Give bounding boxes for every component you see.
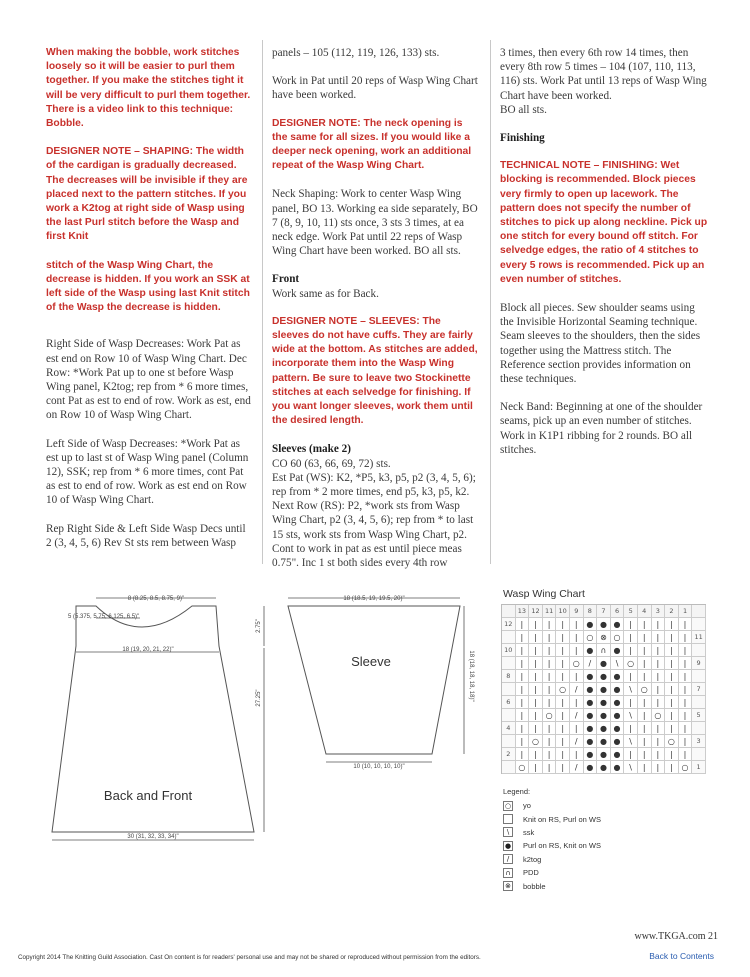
chart-column-number: 1 — [679, 605, 693, 618]
column-divider — [262, 40, 263, 564]
chart-row-number — [502, 631, 516, 644]
chart-row-number: 8 — [502, 670, 516, 683]
chart-cell: | — [638, 618, 652, 631]
legend-item — [503, 839, 601, 852]
chart-row-number: 10 — [502, 644, 516, 657]
shaping-note-cont: stitch of the Wasp Wing Chart, the decrease is hidden. If you work an SSK at left side of the Wasp using last Knit stitch of the Wasp the decrease is hidden. — [46, 259, 250, 314]
chart-cell: | — [624, 644, 638, 657]
legend-label: Purl on RS, Knit on WS — [523, 841, 601, 851]
chart-cell: | — [665, 683, 679, 696]
chart-cell: ○ — [652, 709, 666, 722]
chart-cell: ● — [611, 722, 625, 735]
chart-cell: | — [679, 644, 693, 657]
chart-cell: | — [624, 696, 638, 709]
chart-cell: | — [543, 748, 557, 761]
chart-cell: ● — [597, 709, 611, 722]
work-in-pattern: Work in Pat until 20 reps of Wasp Wing Chart have been worked. — [272, 75, 478, 102]
chart-cell: | — [556, 709, 570, 722]
chart-cell: | — [638, 696, 652, 709]
chart-cell: | — [516, 644, 530, 657]
chart-cell: | — [556, 631, 570, 644]
chart-cell: | — [529, 631, 543, 644]
chart-cell: | — [570, 748, 584, 761]
legend-symbol-icon: ○ — [504, 801, 512, 810]
chart-cell: ● — [584, 618, 598, 631]
neck-shaping: Neck Shaping: Work to center Wasp Wing panel, BO 13. Working ea side separately, BO 7 (8, 9, 10, 11) sts once, 3 sts 3 times, at ea neck edge. Work Pat until 22 reps of Wasp Wing Chart have been worked. BO all sts. — [272, 188, 478, 258]
chart-column-number: 8 — [584, 605, 598, 618]
shaping-note: DESIGNER NOTE – SHAPING: The width of the cardigan is gradually decreased. The decreases will be invisible if they are placed next to the pattern stitches. If you work a K2tog at right side of Wasp using the last Purl stitch before the Wasp and first Knit — [46, 146, 248, 243]
chart-cell: | — [516, 631, 530, 644]
chart-cell: ● — [611, 748, 625, 761]
chart-cell: ● — [611, 761, 625, 774]
chart-cell: ● — [611, 670, 625, 683]
chart-cell: ○ — [665, 735, 679, 748]
chart-cell: ● — [584, 735, 598, 748]
chart-cell: | — [679, 683, 693, 696]
chart-cell: ○ — [584, 631, 598, 644]
chart-cell: | — [570, 722, 584, 735]
chart-cell: | — [529, 696, 543, 709]
chart-row-number — [692, 696, 706, 709]
body-label: Back and Front — [103, 788, 193, 803]
legend-item — [503, 866, 601, 879]
chart-row-number — [502, 761, 516, 774]
chart-row-number — [692, 748, 706, 761]
chart-cell: | — [652, 722, 666, 735]
page-url-number: www.TKGA.com 21 — [634, 931, 718, 942]
chart-row-number: 2 — [502, 748, 516, 761]
body-neck-width — [68, 614, 139, 620]
bobble-note: When making the bobble, work stitches loosely so it will be easier to purl them together. If you make the stitches tight it will be very difficult to purl them together. There is a video link to this technique: Bobble. — [46, 47, 251, 130]
chart-cell: / — [570, 709, 584, 722]
chart-cell: ● — [597, 657, 611, 670]
chart-legend — [503, 799, 601, 893]
chart-cell: | — [665, 709, 679, 722]
chart-cell: \ — [624, 761, 638, 774]
chart-cell: | — [638, 670, 652, 683]
sleeve-bottom-width: 10 (10, 10, 10, 10)" — [353, 764, 405, 770]
legend-label: bobble — [523, 881, 546, 891]
chart-cell: | — [638, 644, 652, 657]
chart-row-number — [692, 644, 706, 657]
bind-off: BO all sts. — [500, 103, 547, 116]
chart-cell: | — [665, 657, 679, 670]
legend-item — [503, 853, 601, 866]
sleeve-top-width: 18 (18.5, 19, 19.5, 20)" — [343, 596, 405, 602]
body-side-long: 27.25" — [256, 689, 262, 707]
chart-cell: \ — [624, 709, 638, 722]
sleeve-label: Sleeve — [351, 654, 391, 669]
chart-cell: | — [652, 644, 666, 657]
chart-cell: | — [638, 748, 652, 761]
chart-column-number: 6 — [611, 605, 625, 618]
chart-cell: | — [543, 761, 557, 774]
chart-cell: | — [529, 761, 543, 774]
chart-cell: | — [652, 761, 666, 774]
chart-cell: | — [652, 631, 666, 644]
chart-cell: | — [652, 670, 666, 683]
chart-cell: | — [679, 696, 693, 709]
chart-cell: ● — [597, 722, 611, 735]
chart-cell: | — [556, 644, 570, 657]
chart-cell: ● — [611, 644, 625, 657]
chart-cell: ● — [584, 748, 598, 761]
legend-label: PDD — [523, 868, 539, 878]
sleeves-note: DESIGNER NOTE – SLEEVES: The sleeves do not have cuffs. They are fairly wide at the bottom. As stitches are added, incorporate them into the Wasp Wing pattern. Be sure to leave two Stockinette stitches at each selvedge for finishing. If you want longer sleeves, work them until the desired length. — [272, 315, 478, 427]
legend-symbol-icon — [503, 814, 513, 824]
chart-cell: | — [679, 748, 693, 761]
chart-cell: | — [543, 670, 557, 683]
chart-cell: ● — [584, 709, 598, 722]
chart-cell: | — [543, 657, 557, 670]
legend-item — [503, 826, 601, 839]
chart-cell: | — [556, 722, 570, 735]
chart-row-number — [502, 657, 516, 670]
chart-cell: | — [665, 722, 679, 735]
chart-cell: | — [679, 722, 693, 735]
chart-cell: ● — [611, 618, 625, 631]
chart-cell: | — [556, 735, 570, 748]
chart-cell: | — [652, 618, 666, 631]
chart-cell: | — [529, 670, 543, 683]
chart-cell: \ — [611, 657, 625, 670]
chart-column-number: 4 — [638, 605, 652, 618]
chart-cell: | — [679, 657, 693, 670]
chart-cell: | — [543, 631, 557, 644]
chart-cell: | — [679, 709, 693, 722]
chart-cell: | — [624, 748, 638, 761]
chart-row-number — [692, 670, 706, 683]
chart-cell: | — [570, 644, 584, 657]
chart-cell: | — [665, 696, 679, 709]
chart-cell: ● — [584, 696, 598, 709]
chart-cell: | — [624, 722, 638, 735]
chart-cell: | — [529, 709, 543, 722]
legend-title: Legend: — [503, 787, 531, 796]
sleeves-est-pat: Est Pat (WS): K2, *P5, k3, p5, p2 (3, 4, 5, 6); rep from * 2 more times, end p5, k3, p5, k2. — [272, 471, 476, 499]
chart-column-number: 9 — [570, 605, 584, 618]
chart-cell: ● — [597, 618, 611, 631]
chart-cell: ● — [597, 761, 611, 774]
chart-cell: | — [679, 670, 693, 683]
chart-column-number: 7 — [597, 605, 611, 618]
chart-row-number — [692, 618, 706, 631]
right-side-decreases: Right Side of Wasp Decreases: Work Pat as est end on Row 10 of Wasp Wing Chart. Dec Row: *Work Pat up to one st before Wasp Wing panel, K2tog; rep from * 6 more times, cont Pat as est to end of row. Work as est, end on Row 10 of Wasp Wing Chart. — [46, 338, 251, 422]
chart-row-number — [692, 722, 706, 735]
chart-cell: | — [516, 748, 530, 761]
back-front-schematic — [44, 588, 279, 850]
chart-cell: | — [556, 761, 570, 774]
chart-column-number: 11 — [543, 605, 557, 618]
legend-label: ssk — [523, 827, 535, 837]
chart-cell: | — [556, 696, 570, 709]
chart-cell: | — [665, 670, 679, 683]
chart-cell: | — [529, 644, 543, 657]
chart-row-number: 4 — [502, 722, 516, 735]
copyright-notice: Copyright 2014 The Knitting Guild Association. Cast On content is for readers' personal use and may not be shared or reproduced without permission from the editors. — [18, 954, 481, 961]
front-text: Work same as for Back. — [272, 287, 379, 300]
chart-cell: \ — [624, 683, 638, 696]
wasp-wing-chart — [501, 604, 706, 774]
chart-cell: | — [516, 735, 530, 748]
chart-cell: ● — [597, 696, 611, 709]
finishing-note: TECHNICAL NOTE – FINISHING: Wet blocking is recommended. Block pieces very firmly to open up lacework. The pattern does not specify the number of stitches to pick up along neckline. Pick up one stitch for every bound off stitch. For selvedge edges, the ratio of 4 stitches to every 5 rows is recommended. Pick up an even number of stitches. — [500, 160, 708, 285]
legend-label: Knit on RS, Purl on WS — [523, 814, 601, 824]
chart-cell: | — [638, 722, 652, 735]
chart-cell: ○ — [611, 631, 625, 644]
chart-cell: | — [665, 748, 679, 761]
chart-cell: ∩ — [597, 644, 611, 657]
chart-cell: ○ — [529, 735, 543, 748]
sleeves-heading: Sleeves (make 2) — [272, 443, 351, 456]
chart-cell: ● — [611, 735, 625, 748]
chart-cell: | — [665, 761, 679, 774]
chart-cell: | — [570, 670, 584, 683]
chart-cell: | — [556, 657, 570, 670]
sleeve-increases: 3 times, then every 6th row 14 times, then every 8th row 5 times – 104 (107, 110, 113, 116) sts. Work Pat until 13 reps of Wasp Wing Chart have been worked. — [500, 47, 707, 102]
chart-cell: | — [652, 657, 666, 670]
neck-note: DESIGNER NOTE: The neck opening is the same for all sizes. If you would like a deeper neck opening, work an additional repeat of the Wasp Wing Chart. — [272, 117, 472, 172]
chart-cell: | — [638, 657, 652, 670]
chart-cell: ● — [584, 683, 598, 696]
chart-cell: | — [679, 618, 693, 631]
chart-cell: | — [543, 722, 557, 735]
chart-cell: ○ — [556, 683, 570, 696]
chart-cell: | — [652, 683, 666, 696]
chart-cell: ● — [611, 709, 625, 722]
chart-cell: ● — [584, 761, 598, 774]
front-heading: Front — [272, 273, 300, 286]
sleeve-side-length: 18 (18, 18, 18, 18)" — [468, 650, 474, 702]
chart-column-number: 10 — [556, 605, 570, 618]
chart-cell: | — [679, 735, 693, 748]
chart-row-number: 1 — [692, 761, 706, 774]
chart-cell: ○ — [638, 683, 652, 696]
body-bottom-width: 30 (31, 32, 33, 34)" — [127, 834, 179, 840]
chart-cell: ⊗ — [597, 631, 611, 644]
chart-cell: | — [638, 709, 652, 722]
chart-cell: ○ — [679, 761, 693, 774]
chart-cell: | — [556, 748, 570, 761]
chart-cell: ● — [597, 735, 611, 748]
chart-cell: | — [516, 670, 530, 683]
chart-cell: | — [543, 696, 557, 709]
chart-cell: ● — [611, 683, 625, 696]
blocking-text: Block all pieces. Sew shoulder seams using the Invisible Horizontal Seaming technique. Seam sleeves to the shoulders, then the sides together using the Mattress stitch. The Reference section provides information on these techniques. — [500, 302, 701, 386]
chart-cell: | — [529, 683, 543, 696]
chart-column-number: 2 — [665, 605, 679, 618]
legend-label: yo — [523, 801, 531, 811]
chart-row-number — [502, 709, 516, 722]
chart-cell: / — [584, 657, 598, 670]
chart-cell: | — [516, 709, 530, 722]
finishing-heading: Finishing — [500, 132, 545, 145]
chart-cell: ● — [597, 670, 611, 683]
chart-cell: | — [570, 618, 584, 631]
chart-row-number — [502, 735, 516, 748]
chart-row-number: 9 — [692, 657, 706, 670]
panel-count: panels – 105 (112, 119, 126, 133) sts. — [272, 47, 440, 59]
legend-item — [503, 879, 601, 892]
chart-row-number: 3 — [692, 735, 706, 748]
legend-item — [503, 812, 601, 825]
chart-cell: | — [516, 657, 530, 670]
chart-column-number: 13 — [516, 605, 530, 618]
chart-cell: | — [570, 631, 584, 644]
neck-band-text: Neck Band: Beginning at one of the shoulder seams, pick up an even number of stitches. Work in K1P1 ribbing for 2 rounds. BO all stitches. — [500, 401, 703, 456]
chart-cell: | — [624, 670, 638, 683]
chart-cell: | — [556, 670, 570, 683]
chart-cell: ● — [597, 748, 611, 761]
chart-cell: | — [516, 696, 530, 709]
chart-row-number: 6 — [502, 696, 516, 709]
chart-cell: | — [516, 618, 530, 631]
chart-cell: | — [543, 735, 557, 748]
chart-row-number: 11 — [692, 631, 706, 644]
chart-cell: | — [516, 722, 530, 735]
chart-cell: | — [624, 631, 638, 644]
chart-cell: ● — [584, 670, 598, 683]
legend-symbol-icon: / — [503, 854, 513, 864]
chart-cell: | — [543, 683, 557, 696]
chart-cell: | — [529, 657, 543, 670]
chart-cell: | — [679, 631, 693, 644]
neck-label: 5 (5.375, 5.75, 6.125, 6.5)" — [68, 614, 140, 620]
chart-cell: | — [529, 748, 543, 761]
chart-cell: | — [665, 631, 679, 644]
chart-cell: | — [652, 735, 666, 748]
chart-cell: / — [570, 683, 584, 696]
legend-label: k2tog — [523, 854, 542, 864]
chart-cell: | — [516, 683, 530, 696]
chart-corner — [502, 605, 516, 618]
chart-cell: | — [624, 618, 638, 631]
legend-symbol-icon: ● — [504, 841, 512, 850]
column-divider — [490, 40, 491, 564]
left-side-decreases: Left Side of Wasp Decreases: *Work Pat as est up to last st of Wasp Wing panel (Column 12), SSK; rep from * 6 more times, cont Pat as est to end of row. Work as est end on Row 10 of Wasp Wing Chart. — [46, 437, 249, 507]
chart-cell: | — [556, 618, 570, 631]
chart-cell: | — [570, 696, 584, 709]
text-column-3 — [500, 46, 708, 457]
chart-row-number: 7 — [692, 683, 706, 696]
chart-cell: ○ — [543, 709, 557, 722]
repeat-decreases: Rep Right Side & Left Side Wasp Decs until 2 (3, 4, 5, 6) Rev St sts rem between Wasp — [46, 522, 246, 549]
chart-cell: ○ — [570, 657, 584, 670]
chart-cell: | — [543, 644, 557, 657]
chart-cell: | — [665, 644, 679, 657]
chart-column-number: 12 — [529, 605, 543, 618]
chart-cell: / — [570, 761, 584, 774]
sleeves-cast-on: CO 60 (63, 66, 69, 72) sts. — [272, 457, 391, 470]
body-mid-width: 18 (19, 20, 21, 22)" — [122, 647, 174, 653]
chart-title: Wasp Wing Chart — [503, 588, 585, 600]
chart-column-number: 3 — [652, 605, 666, 618]
chart-corner — [692, 605, 706, 618]
chart-cell: ○ — [624, 657, 638, 670]
back-to-contents-link[interactable]: Back to Contents — [649, 951, 714, 961]
chart-cell: | — [529, 722, 543, 735]
chart-cell: ○ — [516, 761, 530, 774]
chart-cell: ● — [597, 683, 611, 696]
chart-row-number: 5 — [692, 709, 706, 722]
chart-cell: | — [652, 696, 666, 709]
chart-cell: | — [665, 618, 679, 631]
legend-symbol-icon: \ — [503, 827, 513, 837]
chart-cell: | — [638, 631, 652, 644]
sleeve-schematic — [284, 590, 484, 776]
body-top-width: 8 (8.25, 8.5, 8.75, 9)" — [127, 596, 185, 602]
legend-item — [503, 799, 601, 812]
text-column-2 — [272, 46, 480, 570]
chart-row-number — [502, 683, 516, 696]
chart-cell: | — [652, 748, 666, 761]
legend-symbol-icon: ⊗ — [503, 881, 513, 891]
chart-cell: | — [638, 735, 652, 748]
chart-cell: | — [543, 618, 557, 631]
chart-cell: ● — [584, 722, 598, 735]
chart-cell: \ — [624, 735, 638, 748]
chart-row-number: 12 — [502, 618, 516, 631]
sleeves-next-row: Next Row (RS): P2, *work sts from Wasp Wing Chart, p2 (3, 4, 5, 6); rep from * to last 15 sts, work sts from Wasp Wing Chart, p2. Cont to work in pat as est until piece meas 0.75". Inc 1 st both sides every 4th row — [272, 500, 474, 570]
text-column-1 — [46, 46, 252, 550]
chart-cell: ● — [611, 696, 625, 709]
chart-cell: | — [529, 618, 543, 631]
body-side-short: 2.75" — [256, 619, 262, 633]
chart-cell: | — [638, 761, 652, 774]
chart-column-number: 5 — [624, 605, 638, 618]
legend-symbol-icon: ∩ — [503, 868, 513, 878]
chart-cell: ● — [584, 644, 598, 657]
chart-cell: / — [570, 735, 584, 748]
